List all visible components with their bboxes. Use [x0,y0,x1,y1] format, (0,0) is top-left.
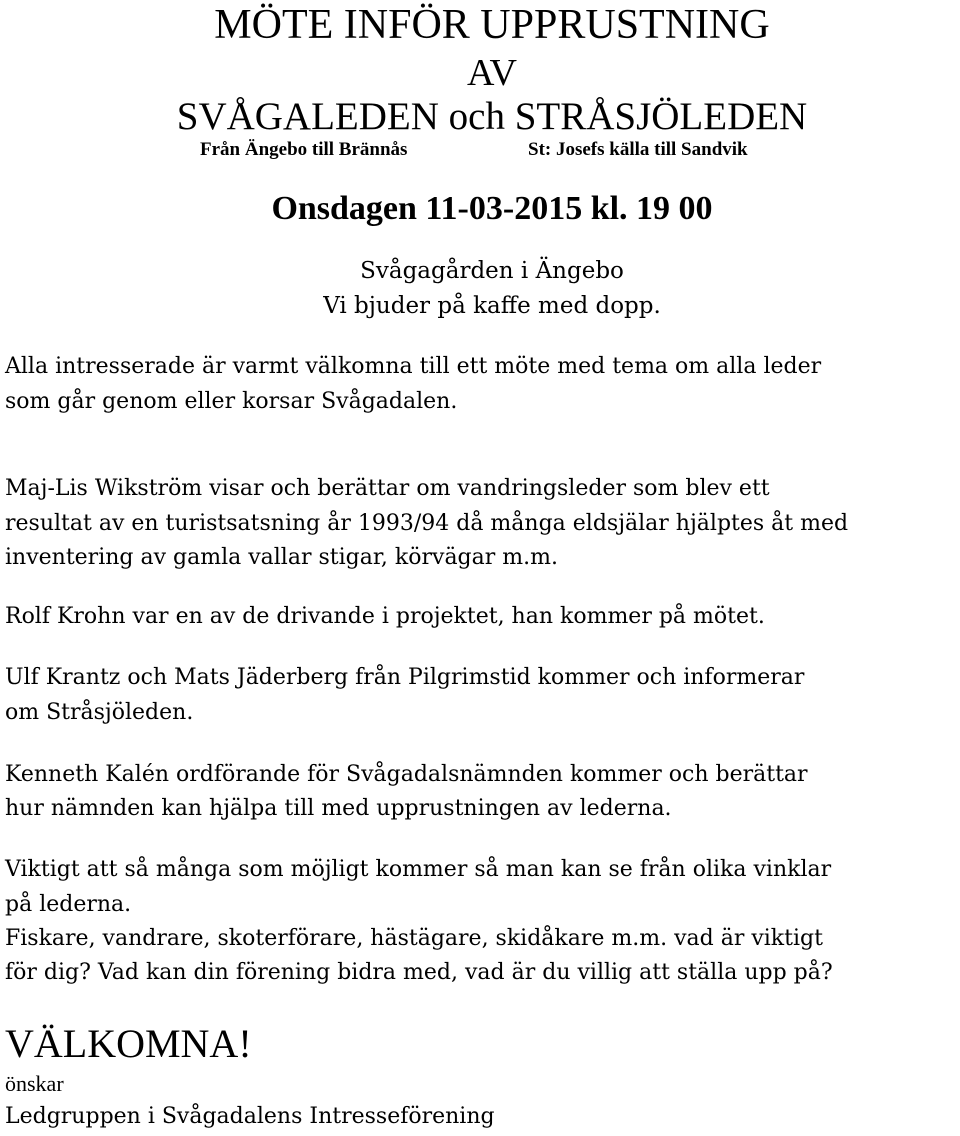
intro-line-1: Alla intresserade är varmt välkomna till ett möte med tema om alla leder [5,354,822,379]
paragraph-1-line-1: Maj-Lis Wikström visar och berättar om vandringsleder som blev ett [5,476,770,501]
welcome-heading: VÄLKOMNA! [5,1021,252,1066]
paragraph-1-line-2: resultat av en turistsatsning år 1993/94 då många eldsjälar hjälptes åt med [5,511,849,536]
title-line-3: SVÅGALEDEN och STRÅSJÖLEDEN [176,95,808,138]
paragraph-5-line-2: på lederna. [5,892,132,917]
event-refreshments: Vi bjuder på kaffe med dopp. [323,293,661,319]
closing-wishes: önskar [5,1071,64,1096]
paragraph-5-line-1: Viktigt att så många som möjligt kommer så man kan se från olika vinklar [5,857,832,882]
paragraph-6-line-2: för dig? Vad kan din förening bidra med, vad är du villig att ställa upp på? [5,960,833,985]
paragraph-3-line-1: Ulf Krantz och Mats Jäderberg från Pilgrimstid kommer och informerar [5,665,805,690]
route-left: Från Ängebo till Brännås [200,139,408,160]
title-line-1: MÖTE INFÖR UPPRUSTNING [214,2,770,48]
title-line-2: AV [467,52,517,94]
paragraph-4-line-1: Kenneth Kalén ordförande för Svågadalsnämnden kommer och berättar [5,762,808,787]
paragraph-4-line-2: hur nämnden kan hjälpa till med upprustningen av lederna. [5,796,672,821]
paragraph-2-line-1: Rolf Krohn var en av de drivande i projektet, han kommer på mötet. [5,604,765,629]
route-right: St: Josefs källa till Sandvik [528,139,748,160]
event-venue: Svågagården i Ängebo [360,258,624,284]
event-datetime: Onsdagen 11-03-2015 kl. 19 00 [271,190,713,227]
signature: Ledgruppen i Svågadalens Intresseförening [5,1104,495,1129]
paragraph-1-line-3: inventering av gamla vallar stigar, körvägar m.m. [5,545,558,570]
intro-line-2: som går genom eller korsar Svågadalen. [5,389,458,414]
paragraph-6-line-1: Fiskare, vandrare, skoterförare, hästägare, skidåkare m.m. vad är viktigt [5,926,823,951]
paragraph-3-line-2: om Stråsjöleden. [5,700,194,725]
